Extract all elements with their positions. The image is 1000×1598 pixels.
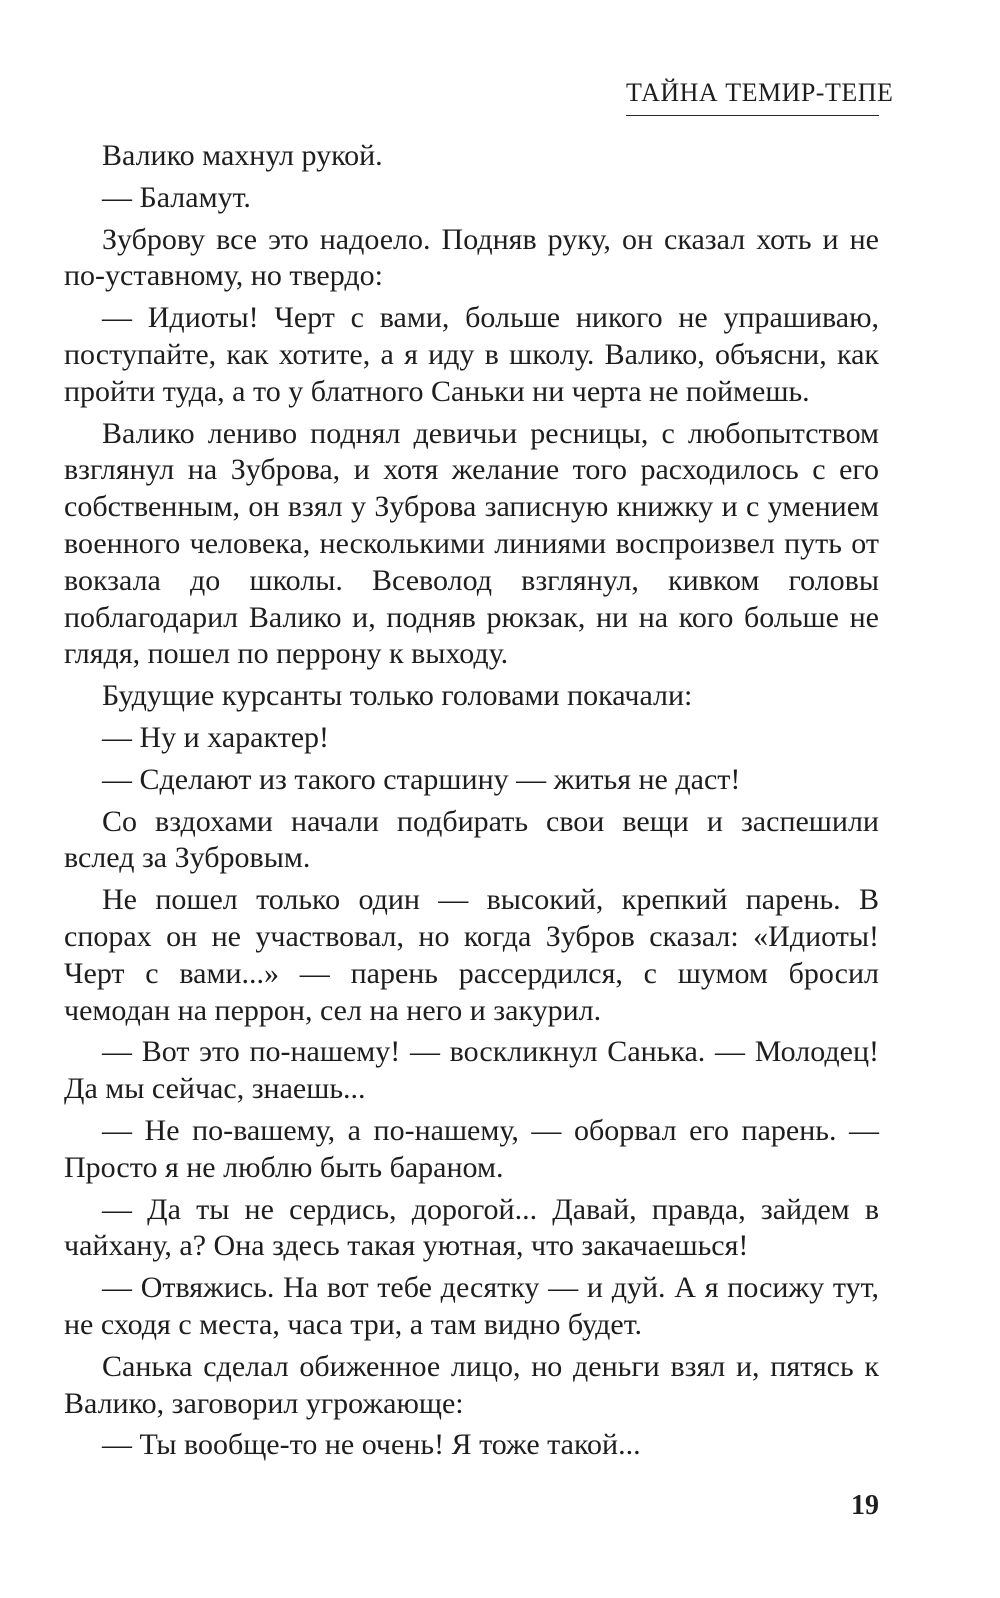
paragraph: Не пошел только один — высокий, крепкий парень. В спорах он не участвовал, но когда Зубров сказал: «Идиоты! Черт с вами...» — парень рассердился, с шумом бросил чемодан на перрон, сел на него и закурил. bbox=[64, 883, 879, 1027]
paragraph: — Идиоты! Черт с вами, больше никого не упрашиваю, поступайте, как хотите, а я иду в школу. Валико, объясни, как пройти туда, а то у блатного Саньки ни черта не поймешь. bbox=[64, 301, 879, 408]
paragraph: Зуброву все это надоело. Подняв руку, он сказал хоть и не по-уставному, но твердо: bbox=[64, 222, 879, 293]
running-header: ТАЙНА ТЕМИР-ТЕПЕ bbox=[626, 78, 879, 116]
paragraph: — Вот это по-нашему! — воскликнул Санька. — Молодец! Да мы сейчас, знаешь... bbox=[64, 1035, 879, 1106]
paragraph: — Да ты не сердись, дорогой... Давай, правда, зайдем в чайхану, а? Она здесь такая уютная, что закачаешься! bbox=[64, 1192, 879, 1263]
paragraph: — Ты вообще-то не очень! Я тоже такой... bbox=[102, 1428, 641, 1462]
paragraph: — Отвяжись. На вот тебе десятку — и дуй. А я посижу тут, не сходя с места, часа три, а там видно будет. bbox=[64, 1271, 879, 1341]
paragraph: Санька сделал обиженное лицо, но деньги взял и, пятясь к Валико, заговорил угрожающе: bbox=[64, 1349, 879, 1420]
paragraph: — Не по-вашему, а по-нашему, — оборвал его парень. — Просто я не люблю быть бараном. bbox=[64, 1113, 879, 1184]
paragraph: Будущие курсанты только головами покачали: bbox=[102, 679, 693, 713]
paragraph: Валико махнул рукой. bbox=[102, 139, 383, 172]
paragraph: — Ну и характер! bbox=[102, 720, 330, 754]
paragraph: Со вздохами начали подбирать свои вещи и заспешили вслед за Зубровым. bbox=[64, 804, 879, 875]
body-text bbox=[64, 138, 879, 1469]
paragraph: Валико лениво поднял девичьи ресницы, с любопытством взглянул на Зуброва, и хотя желание того расходилось с его собственным, он взял у Зуброва записную книжку и с умением военного человека, несколькими линиями воспроизвел путь от вокзала до школы. Всеволод взглянул, кивком головы поблагодарил Валико и, подняв рюкзак, ни на кого больше не глядя, пошел по перрону к выходу. bbox=[64, 416, 879, 671]
paragraph: — Сделают из такого старшину — житья не даст! bbox=[102, 762, 741, 796]
page-number: 19 bbox=[851, 1490, 879, 1521]
paragraph: — Баламут. bbox=[102, 180, 251, 214]
